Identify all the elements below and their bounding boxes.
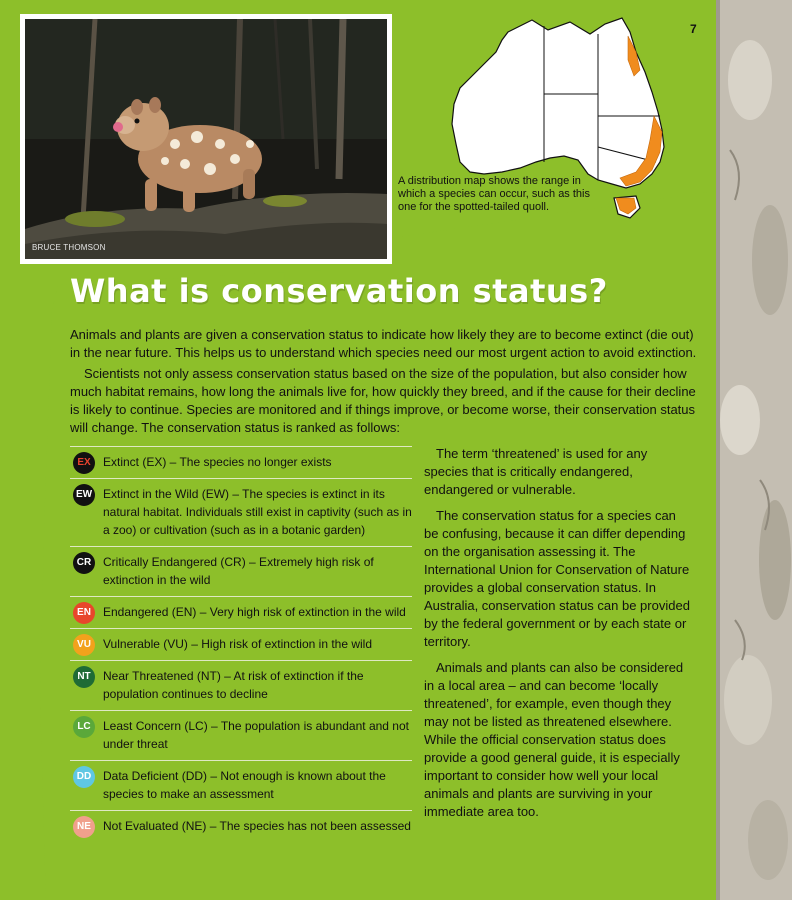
status-item-nt xyxy=(70,660,412,710)
intro-text xyxy=(70,326,700,437)
status-item-lc xyxy=(70,710,412,760)
spotted-tailed-quoll-photo xyxy=(25,19,387,259)
status-item-en xyxy=(70,596,412,628)
status-badge-vu: VU xyxy=(73,634,95,656)
status-text: Extinct (EX) – The species no longer exists xyxy=(103,455,332,469)
status-badge-en: EN xyxy=(73,602,95,624)
status-badge-dd: DD xyxy=(73,766,95,788)
conservation-status-list xyxy=(70,446,412,842)
status-badge-lc: LC xyxy=(73,716,95,738)
intro-paragraph: Animals and plants are given a conservation status to indicate how likely they are to become extinct (die out) in the near future. This helps us to understand which species need our most urgent action to avoid extinction. xyxy=(70,327,697,360)
tree-bark-image xyxy=(720,0,792,900)
status-text: Extinct in the Wild (EW) – The species is extinct in its natural habitat. Individuals still exist in captivity (such as in a zoo) or cultivation (such as in a botanic garden) xyxy=(103,487,412,537)
status-badge-ew: EW xyxy=(73,484,95,506)
status-text: Data Deficient (DD) – Not enough is known about the species to make an assessment xyxy=(103,769,386,801)
status-text: Least Concern (LC) – The population is abundant and not under threat xyxy=(103,719,409,751)
map-caption: A distribution map shows the range in which a species can occur, such as this one for the spotted-tailed quoll. xyxy=(398,175,590,213)
status-item-vu xyxy=(70,628,412,660)
intro-paragraph: Scientists not only assess conservation status based on the size of the population, but also consider how much habitat remains, how long the animals live for, how quickly they breed, and if the cause for their decline is likely to continue. Species are monitored and if things improve, or become worse, their conservation status will change. The conservation status is ranked as follows: xyxy=(70,366,696,435)
status-item-ex xyxy=(70,446,412,478)
status-badge-cr: CR xyxy=(73,552,95,574)
status-text: Near Threatened (NT) – At risk of extinction if the population continues to decline xyxy=(103,669,364,701)
body-paragraph: The conservation status for a species can be confusing, because it can differ depending on the organisation assessing it. The International Union for Conservation of Nature provides a global conservation status. In Australia, conservation status can be provided by the federal government or by each state or territory. xyxy=(424,508,690,649)
body-paragraph: The term ‘threatened’ is used for any species that is critically endangered, endangered or vulnerable. xyxy=(424,446,648,497)
status-text: Vulnerable (VU) – High risk of extinction in the wild xyxy=(103,637,373,651)
status-item-dd xyxy=(70,760,412,810)
status-badge-nt: NT xyxy=(73,666,95,688)
right-column-text xyxy=(424,445,692,829)
status-item-cr xyxy=(70,546,412,596)
page-number: 7 xyxy=(690,22,697,36)
photo-credit: BRUCE THOMSON xyxy=(32,243,106,252)
status-badge-ne: NE xyxy=(73,816,95,838)
status-item-ne xyxy=(70,810,412,842)
status-text: Critically Endangered (CR) – Extremely high risk of extinction in the wild xyxy=(103,555,374,587)
status-badge-ex: EX xyxy=(73,452,95,474)
status-text: Endangered (EN) – Very high risk of extinction in the wild xyxy=(103,605,406,619)
status-text: Not Evaluated (NE) – The species has not been assessed xyxy=(103,819,411,833)
page-title: What is conservation status? xyxy=(70,272,608,310)
status-item-ew xyxy=(70,478,412,546)
body-paragraph: Animals and plants can also be considered in a local area – and can become ‘locally threatened’, for example, even though they may not be listed as threatened elsewhere. While the official conservation status does provide a good general guide, it is especially important to consider how well your local animals and plants are surviving in your immediate area too. xyxy=(424,660,684,819)
